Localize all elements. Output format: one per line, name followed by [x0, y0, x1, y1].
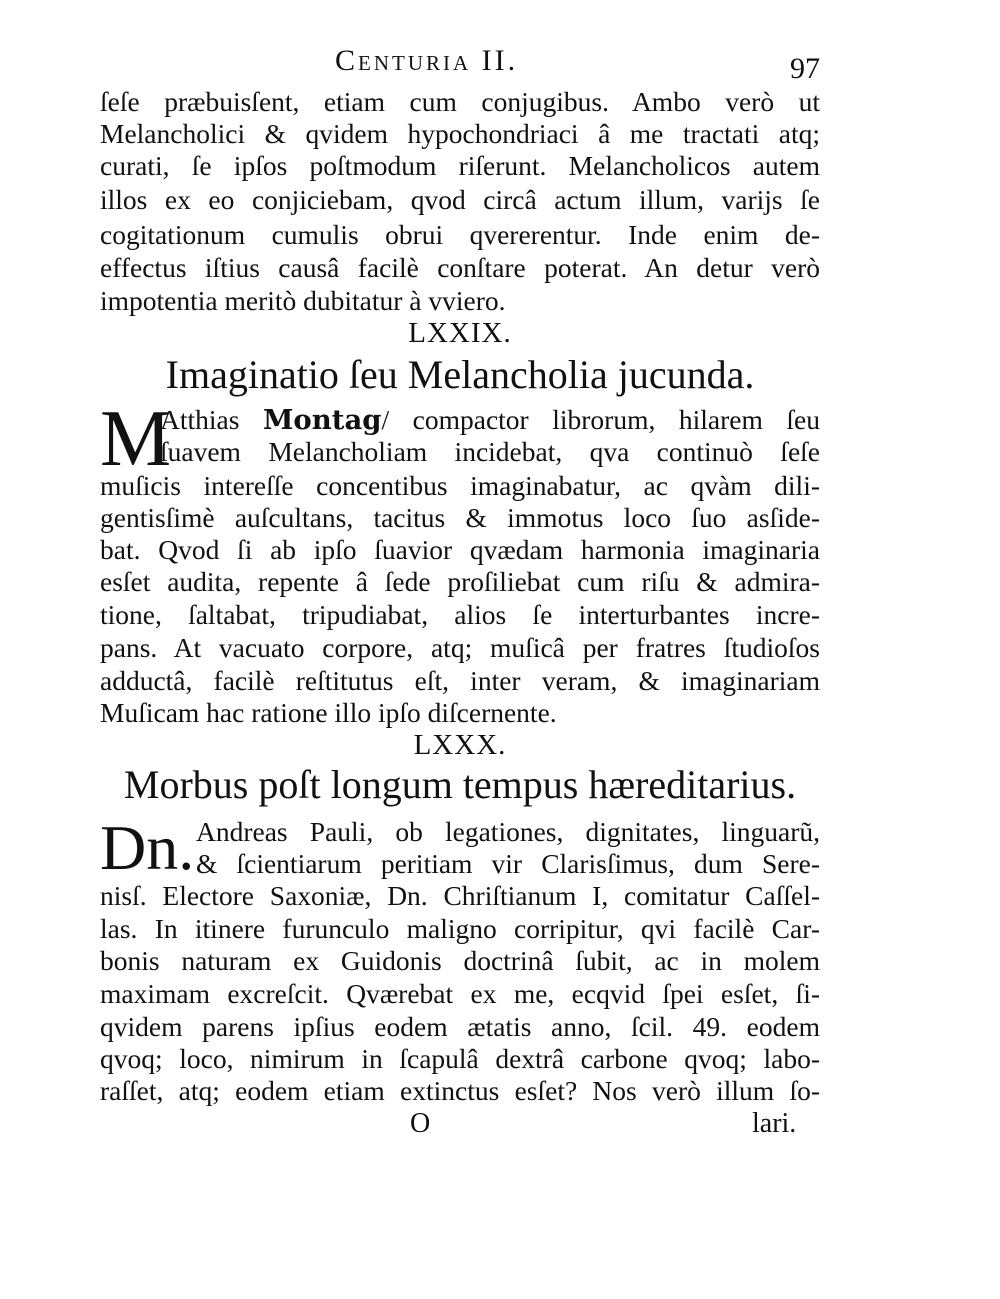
text-line: gentisſimè auſcultans, tacitus & immotus loco ſuo asſide- — [100, 502, 820, 533]
text-line: raſſet, atq; eodem etiam extinctus esſet? Nos verò illum ſo- — [100, 1075, 820, 1106]
page-header — [100, 44, 820, 84]
text-line: Andreas Pauli, ob legationes, dignitates, linguarũ, — [196, 816, 820, 847]
text-line: bat. Qvod ſi ab ipſo ſuavior qvædam harmonia imaginaria — [100, 534, 820, 565]
drop-cap: Dn. — [100, 812, 195, 883]
catchword: lari. — [752, 1108, 797, 1139]
text-line: bonis naturam ex Guidonis doctrinâ ſubit, ac in molem — [100, 945, 820, 976]
section-number: LXXX. — [413, 729, 507, 761]
text-line: esſet audita, repente â ſede proſiliebat cum riſu & admira- — [100, 566, 820, 597]
text-line — [160, 404, 820, 436]
text-line: pans. At vacuato corpore, atq; muſicâ per fratres ſtudioſos — [100, 632, 820, 663]
text-fragment: Atthias — [160, 404, 263, 435]
text-line: nisſ. Electore Saxoniæ, Dn. Chriſtianum I, comitatur Caſſel- — [100, 880, 820, 911]
signature-mark: O — [410, 1108, 431, 1139]
text-line: muſicis intereſſe concentibus imaginabatur, ac qvàm dili- — [100, 470, 820, 501]
section-title: Morbus poſt longum tempus hæreditarius. — [123, 762, 797, 807]
text-fragment: / compactor librorum, hilarem ſeu — [381, 404, 820, 435]
text-line: qvoq; loco, nimirum in ſcapulâ dextrâ carbone qvoq; labo- — [100, 1043, 820, 1074]
text-line: las. In itinere furunculo maligno corripitur, qvi facilè Car- — [100, 913, 820, 944]
running-head: Centuria II. — [335, 44, 519, 77]
text-line: ſeſe præbuisſent, etiam cum conjugibus. Ambo verò ut — [100, 86, 820, 117]
text-line: illos ex eo conjiciebam, qvod circâ actum illum, varijs ſe — [100, 184, 820, 215]
text-line: & ſcientiarum peritiam vir Clarisſimus, dum Sere- — [196, 848, 820, 879]
section-number: LXXIX. — [408, 317, 512, 349]
page-number: 97 — [790, 52, 820, 85]
text-line: ſuavem Melancholiam incidebat, qva continuò ſeſe — [160, 436, 820, 467]
text-line: maximam excreſcit. Qværebat ex me, ecqvid ſpei esſet, ſi- — [100, 978, 820, 1009]
text-line: tione, ſaltabat, tripudiabat, alios ſe interturbantes incre- — [100, 599, 820, 630]
text-line: adductâ, facilè reſtitutus eſt, inter veram, & imaginariam — [100, 665, 820, 696]
text-line: Muſicam hac ratione illo ipſo diſcernente. — [100, 697, 557, 728]
section-title: Imaginatio ſeu Melancholia jucunda. — [165, 352, 755, 397]
text-line: curati, ſe ipſos poſtmodum riſerunt. Melancholicos autem — [100, 150, 820, 181]
drop-cap: M — [100, 395, 172, 483]
person-name: Montag — [262, 404, 382, 436]
text-line: qvidem parens ipſius eodem ætatis anno, ſcil. 49. eodem — [100, 1011, 820, 1042]
text-line: effectus iſtius causâ facilè conſtare poterat. An detur verò — [100, 252, 820, 283]
text-line: Melancholici & qvidem hypochondriaci â me tractati atq; — [100, 118, 820, 149]
text-line: cogitationum cumulis obrui qvererentur. Inde enim de- — [100, 219, 820, 250]
text-line: impotentia meritò dubitatur à vviero. — [100, 285, 506, 316]
